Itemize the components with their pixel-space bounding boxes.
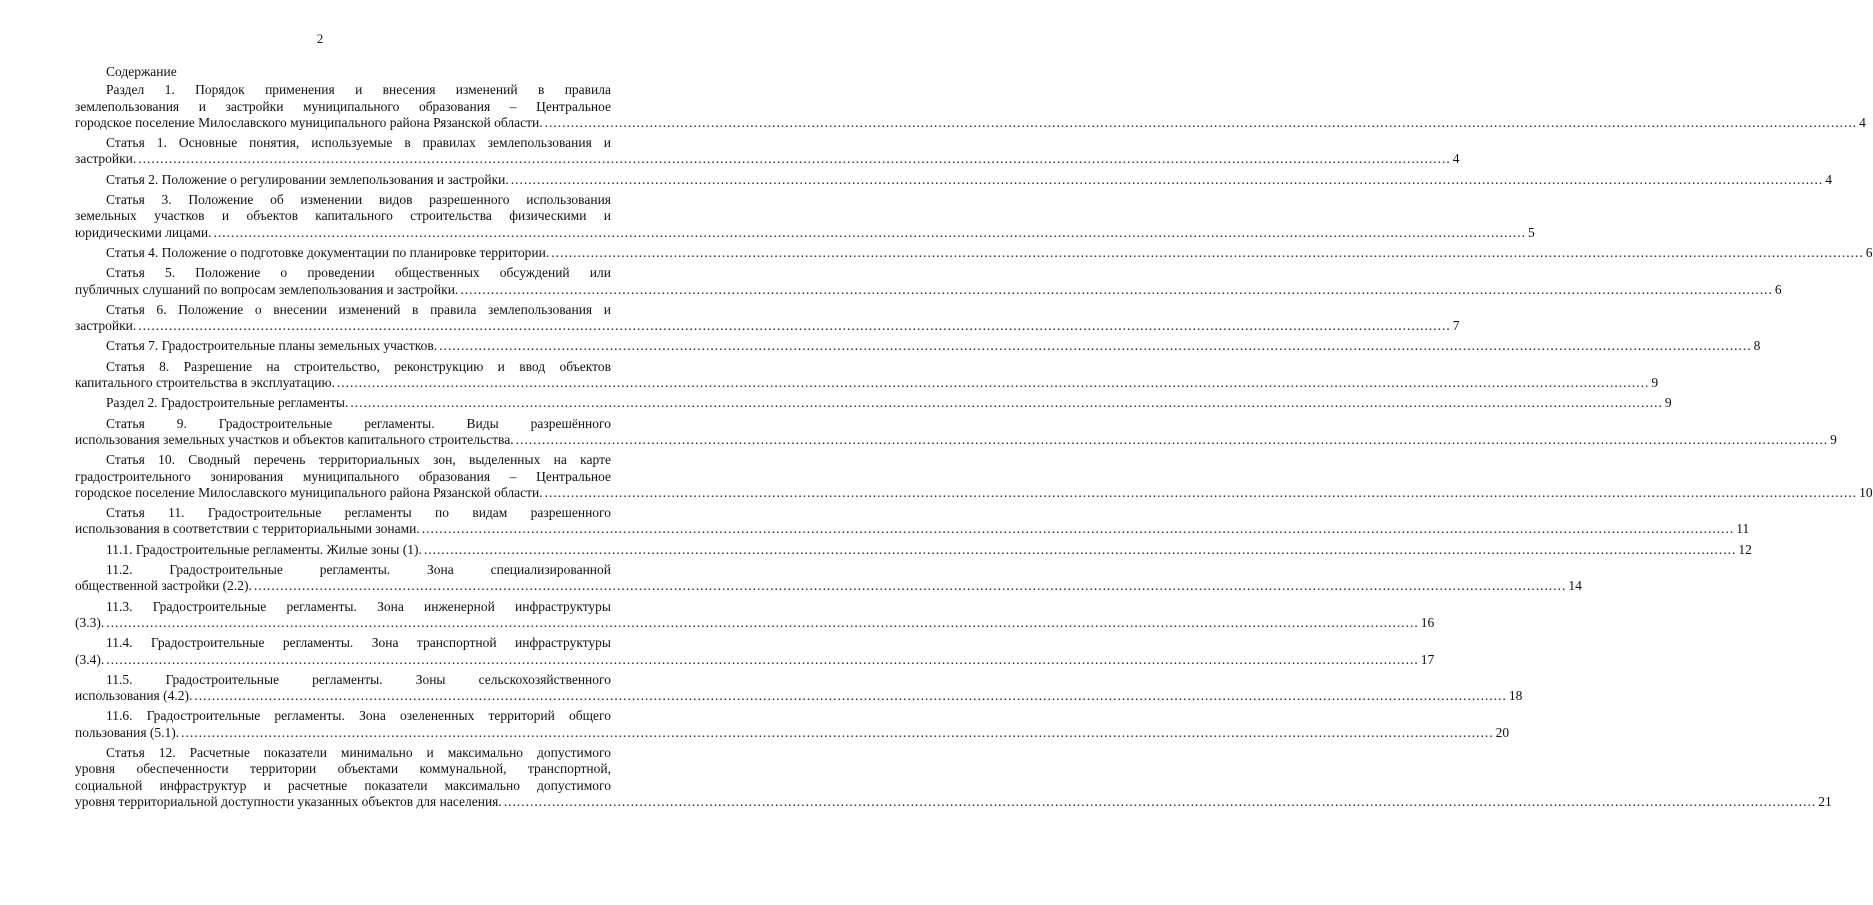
toc-entry-text: 11.4. Градостроительные регламенты. Зона транспортной инфраструктуры — [106, 635, 611, 651]
dot-leader: ............................................................................................................................................................................................................................................................................................................ — [350, 395, 1663, 411]
toc-entry-text: Раздел 1. Порядок применения и внесения изменений в правила — [106, 82, 611, 98]
toc-entry — [75, 415, 1837, 449]
toc-page-number: 9 — [1830, 431, 1837, 447]
toc-entry — [75, 358, 1659, 392]
dot-leader: ............................................................................................................................................................................................................................................................................................................ — [181, 724, 1494, 740]
toc-entry — [75, 265, 1782, 298]
toc-entry — [75, 541, 1752, 558]
toc-entry — [75, 708, 1510, 741]
toc-heading: Содержание — [106, 64, 177, 79]
toc-entry-text: социальной инфраструктур и расчетные показатели максимально допустимого — [75, 777, 611, 793]
toc-entry-text: уровня территориальной доступности указанных объектов для населения. — [75, 793, 502, 809]
dot-leader: ............................................................................................................................................................................................................................................................................................................ — [544, 484, 1858, 500]
dot-leader: ............................................................................................................................................................................................................................................................................................................ — [336, 375, 1650, 391]
toc-entry-text: капитального строительства в эксплуатацию. — [75, 375, 335, 391]
toc-entry — [75, 671, 1523, 705]
toc-page-number: 10 — [1859, 484, 1873, 500]
toc-entry-text: застройки. — [75, 151, 137, 167]
toc-entry-text: застройки. — [75, 318, 137, 334]
toc-entry-text: 11.5. Градостроительные регламенты. Зоны сельскохозяйственного — [106, 671, 611, 687]
toc-entry-text: Статья 3. Положение об изменении видов разрешенного использования — [106, 192, 611, 208]
toc-entry-text: юридическими лицами. — [75, 224, 212, 240]
toc-page-number: 18 — [1508, 688, 1523, 704]
toc-entry — [75, 135, 1460, 168]
toc-entry — [75, 338, 1761, 354]
toc-entry — [75, 744, 1832, 810]
toc-entry — [75, 192, 1535, 241]
toc-entry — [75, 452, 1873, 501]
toc-entry — [75, 505, 1750, 538]
toc-entry-text: Статья 12. Расчетные показатели минимально и максимально допустимого — [106, 744, 611, 760]
page-number: 2 — [316, 31, 324, 46]
dot-leader: ............................................................................................................................................................................................................................................................................................................ — [439, 338, 1752, 354]
dot-leader: ............................................................................................................................................................................................................................................................................................................ — [138, 151, 1451, 167]
toc-entry — [75, 635, 1435, 668]
toc-page-number: 4 — [1825, 171, 1832, 187]
dot-leader: ............................................................................................................................................................................................................................................................................................................ — [551, 244, 1864, 260]
toc-entry-text: землепользования и застройки муниципального образования – Центральное — [75, 98, 611, 114]
dot-leader: ............................................................................................................................................................................................................................................................................................................ — [253, 578, 1567, 594]
toc-entry — [75, 171, 1832, 188]
toc-entry — [75, 82, 1866, 131]
toc-page-number: 7 — [1452, 318, 1460, 334]
toc-entry-text: использования (4.2). — [75, 688, 193, 704]
toc-entry — [75, 598, 1435, 632]
toc-entry-text: Статья 1. Основные понятия, используемые в правилах землепользования и — [106, 135, 611, 151]
toc-entry-text: земельных участков и объектов капитального строительства физическими и — [75, 208, 611, 224]
toc-page-number: 9 — [1651, 375, 1659, 391]
toc-page-number: 6 — [1774, 281, 1782, 297]
toc-entry-text: Раздел 2. Градостроительные регламенты. — [106, 395, 349, 411]
toc-entry-text: 11.1. Градостроительные регламенты. Жилые зоны (1). — [106, 541, 422, 557]
toc-list — [75, 82, 1873, 810]
toc-entry-text: уровня обеспеченности территории объектами коммунальной, транспортной, — [75, 761, 611, 777]
toc-page-number: 9 — [1664, 395, 1672, 411]
toc-page-number: 21 — [1818, 793, 1832, 809]
toc-entry — [75, 301, 1460, 335]
toc-entry-text: Статья 4. Положение о подготовке документации по планировке территории. — [106, 244, 550, 260]
toc-page-number: 11 — [1736, 521, 1750, 537]
dot-leader: ............................................................................................................................................................................................................................................................................................................ — [106, 651, 1419, 667]
dot-leader: ............................................................................................................................................................................................................................................................................................................ — [423, 541, 1737, 557]
dot-leader: ............................................................................................................................................................................................................................................................................................................ — [460, 281, 1773, 297]
toc-entry-text: Статья 9. Градостроительные регламенты. Виды разрешённого — [106, 415, 611, 431]
toc-entry-text: градостроительного зонирования муниципального образования – Центральное — [75, 468, 611, 484]
toc-entry-text: Статья 2. Положение о регулировании землепользования и застройки. — [106, 171, 509, 187]
toc-entry-text: Статья 11. Градостроительные регламенты по видам разрешенного — [106, 505, 611, 521]
toc-entry — [75, 244, 1873, 261]
dot-leader: ............................................................................................................................................................................................................................................................................................................ — [138, 318, 1451, 334]
toc-entry-text: Статья 5. Положение о проведении общественных обсуждений или — [106, 265, 611, 281]
toc-entry-text: 11.2. Градостроительные регламенты. Зона специализированной — [106, 562, 611, 578]
toc-page-number: 20 — [1495, 724, 1510, 740]
dot-leader: ............................................................................................................................................................................................................................................................................................................ — [544, 114, 1858, 130]
toc-entry-text: Статья 8. Разрешение на строительство, реконструкцию и ввод объектов — [106, 358, 611, 374]
toc-page-number: 14 — [1568, 578, 1582, 594]
toc-page-number: 8 — [1753, 338, 1761, 354]
toc-entry-text: использования в соответствии с территориальными зонами. — [75, 521, 420, 537]
toc-page-number: 4 — [1452, 151, 1460, 167]
toc-entry-text: публичных слушаний по вопросам землепользования и застройки. — [75, 281, 459, 297]
toc-entry-text: использования земельных участков и объектов капитального строительства. — [75, 431, 514, 447]
toc-entry-text: пользования (5.1). — [75, 724, 180, 740]
toc-entry — [75, 395, 1672, 411]
toc-entry-text: 11.3. Градостроительные регламенты. Зона инженерной инфраструктуры — [106, 598, 611, 614]
dot-leader: ............................................................................................................................................................................................................................................................................................................ — [421, 521, 1735, 537]
dot-leader: ............................................................................................................................................................................................................................................................................................................ — [194, 688, 1507, 704]
table-of-contents — [75, 64, 1873, 814]
toc-entry-text: городское поселение Милославского муниципального района Рязанской области. — [75, 114, 543, 130]
toc-page-number: 16 — [1420, 614, 1435, 630]
toc-entry — [75, 562, 1582, 595]
dot-leader: ............................................................................................................................................................................................................................................................................................................ — [515, 431, 1829, 447]
toc-entry-text: Статья 7. Градостроительные планы земельных участков. — [106, 338, 438, 354]
toc-entry-text: Статья 6. Положение о внесении изменений в правила землепользования и — [106, 301, 611, 317]
toc-page-number: 5 — [1528, 224, 1535, 240]
toc-entry-text: 11.6. Градостроительные регламенты. Зона озелененных территорий общего — [106, 708, 611, 724]
toc-entry-text: Статья 10. Сводный перечень территориальных зон, выделенных на карте — [106, 452, 611, 468]
dot-leader: ............................................................................................................................................................................................................................................................................................................ — [213, 224, 1527, 240]
dot-leader: ............................................................................................................................................................................................................................................................................................................ — [510, 171, 1824, 187]
toc-page-number: 6 — [1865, 244, 1873, 260]
toc-entry-text: общественной застройки (2.2). — [75, 578, 252, 594]
toc-entry-text: (3.4). — [75, 651, 105, 667]
dot-leader: ............................................................................................................................................................................................................................................................................................................ — [503, 793, 1817, 809]
toc-page-number: 12 — [1738, 541, 1752, 557]
toc-entry-text: (3.3). — [75, 614, 105, 630]
dot-leader: ............................................................................................................................................................................................................................................................................................................ — [106, 614, 1419, 630]
toc-page-number: 4 — [1859, 114, 1866, 130]
toc-page-number: 17 — [1420, 651, 1435, 667]
toc-entry-text: городское поселение Милославского муниципального района Рязанской области. — [75, 484, 543, 500]
